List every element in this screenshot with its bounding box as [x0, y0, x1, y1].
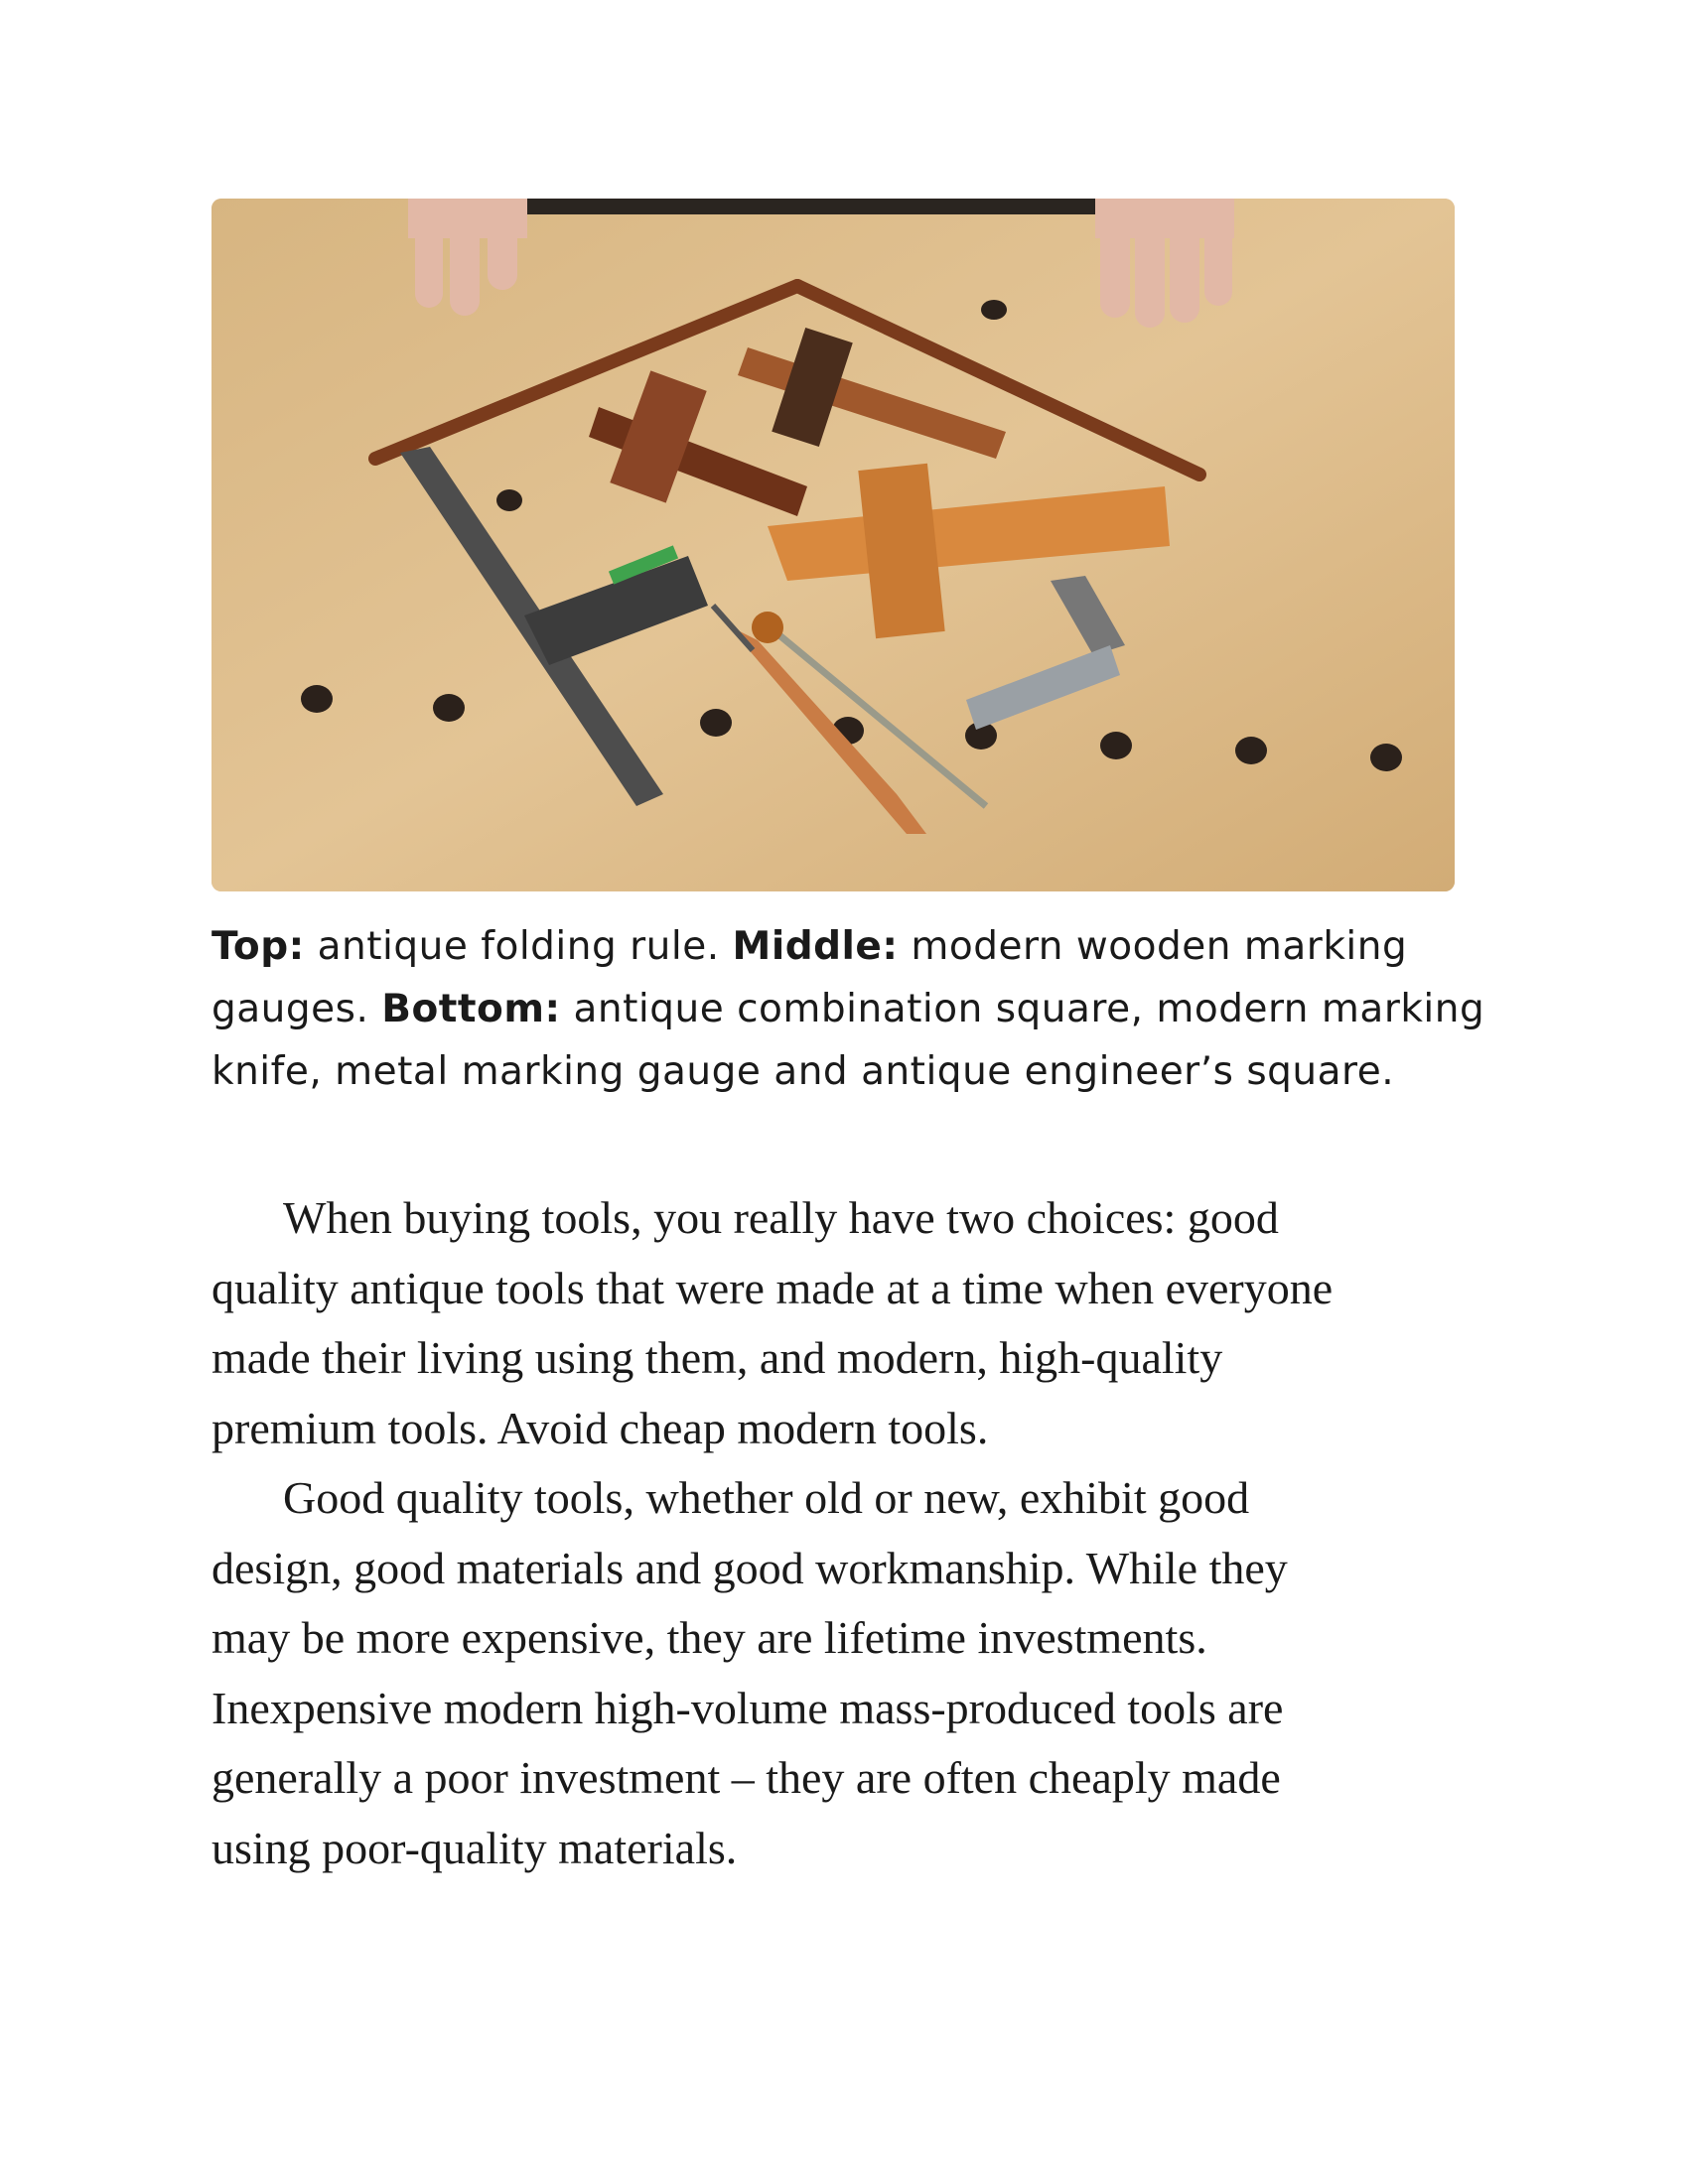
paragraph-line: quality antique tools that were made at a time when everyone [211, 1262, 1334, 1313]
paragraph-line: Good quality tools, whether old or new, exhibit good [283, 1472, 1250, 1523]
caption-top-label: Top: [211, 924, 305, 969]
paragraph-line: may be more expensive, they are lifetime investments. [211, 1612, 1207, 1663]
paragraph-line: generally a poor investment – they are often cheaply made [211, 1752, 1281, 1803]
paragraph-1 [211, 1183, 1502, 1463]
paragraph-line: Inexpensive modern high-volume mass-produced tools are [211, 1682, 1284, 1733]
metal-marking-gauge-head [752, 612, 783, 643]
paragraph-line: premium tools. Avoid cheap modern tools. [211, 1402, 989, 1453]
paragraph-line: design, good materials and good workmanship. While they [211, 1542, 1288, 1593]
caption-middle-text: modern wooden marking gauges. [211, 924, 1408, 1031]
tools-on-workbench-image [211, 199, 1455, 891]
tools-photo [211, 199, 1455, 891]
caption-top-text: antique folding rule. [304, 924, 733, 969]
paragraph-2 [211, 1463, 1502, 1883]
caption-bottom-label: Bottom: [381, 987, 561, 1031]
caption-middle-label: Middle: [732, 924, 899, 969]
paragraph-line: using poor-quality materials. [211, 1822, 738, 1873]
paragraph-line: made their living using them, and modern, high-quality [211, 1332, 1223, 1383]
body-text [211, 1183, 1502, 1883]
caption-bottom-text: antique combination square, modern marking knife, metal marking gauge and antique engineer’s square. [211, 987, 1485, 1094]
photo-caption [211, 915, 1502, 1103]
paragraph-line: When buying tools, you really have two choices: good [283, 1192, 1279, 1243]
